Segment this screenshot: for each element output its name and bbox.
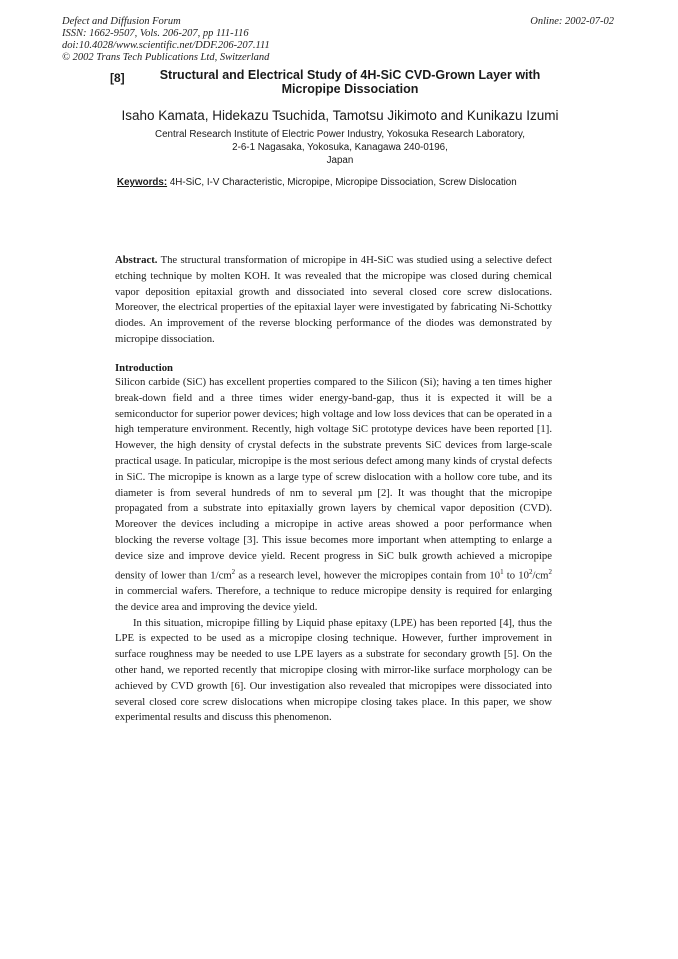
intro-text: as a research level, however the micropipes contain from 10 — [235, 569, 501, 582]
introduction-paragraph: In this situation, micropipe filling by Liquid phase epitaxy (LPE) has been reported [4], thus the LPE is expected to be used as a micropipe closing technique. However, further improvement in surface roughness may be needed to use LPE layers as a substrate for secondary growth [5]. On the other hand, we reported recently that micropipe closing with mirror-like surface morphology can be achieved by CVD growth [6]. Our investigation also revealed that micropipes were dissociated into several closed core screw dislocations when micropipe closing takes place. In this paper, we show experimental results and discuss this phenomenon. — [115, 616, 552, 724]
keywords-label: Keywords: — [117, 177, 168, 188]
issn-line: ISSN: 1662-9507, Vols. 206-207, pp 111-116 — [62, 28, 249, 39]
affiliation-line: Central Research Institute of Electric Power Industry, Yokosuka Research Laboratory, — [155, 129, 525, 140]
superscript: 2 — [231, 567, 236, 576]
doi-link[interactable]: doi:10.4028/www.scientific.net/DDF.206-207.111 — [62, 40, 270, 51]
keywords-line — [117, 177, 587, 188]
intro-text: /cm — [532, 569, 549, 582]
abstract-text: The structural transformation of micropipe in 4H-SiC was studied using a selective defect etching technique by molten KOH. It was revealed that the micropipe was closed during chemical vapor deposition epitaxial growth and dissociated into several closed core screw dislocations. Moreover, the electrical properties of the epitaxial layer were investigated by fabricating Ni-Schottky diodes. An improvement of the reverse blocking performance of the diodes was demonstrated by micropipe dissociation. — [115, 254, 552, 345]
journal-header — [62, 16, 270, 64]
affiliation-line: Japan — [326, 155, 354, 166]
introduction-body — [115, 375, 552, 726]
abstract-label: Abstract. — [115, 254, 158, 266]
paper-title: Structural and Electrical Study of 4H-SiC CVD-Grown Layer with Micropipe Dissociation — [159, 68, 541, 96]
intro-text: to 10 — [503, 569, 529, 582]
superscript: 2 — [528, 567, 533, 576]
abstract-paragraph — [115, 253, 552, 348]
affiliation-line: 2-6-1 Nagasaka, Yokosuka, Kanagawa 240-0196, — [232, 142, 448, 153]
superscript: 2 — [548, 567, 552, 576]
introduction-paragraph — [115, 375, 552, 616]
online-date: Online: 2002-07-02 — [530, 16, 614, 27]
keywords-text: 4H-SiC, I-V Characteristic, Micropipe, Micropipe Dissociation, Screw Dislocation — [169, 177, 517, 188]
superscript: 1 — [500, 567, 504, 576]
author-list: Isaho Kamata, Hidekazu Tsuchida, Tamotsu Jikimoto and Kunikazu Izumi — [121, 108, 559, 123]
copyright-line: © 2002 Trans Tech Publications Ltd, Switzerland — [62, 52, 270, 63]
intro-text: in commercial wafers. Therefore, a technique to reduce micropipe density is required for enlarging the device area and improving the device yield. — [115, 584, 552, 613]
reference-number: [8] — [110, 71, 125, 85]
journal-name: Defect and Diffusion Forum — [62, 16, 181, 27]
introduction-heading: Introduction — [115, 362, 174, 374]
affiliation — [100, 128, 580, 167]
intro-text: Silicon carbide (SiC) has excellent properties compared to the Silicon (Si); having a ten times higher break-down field and a three times wider energy-band-gap, thus it is expected it will be a semiconductor for superior power devices; high voltage and low loss devices that can be operated in a high temperature environment. Recently, high voltage SiC prototype devices have been reported [1]. However, the high density of crystal defects in the substrate prevents SiC devices from large-scale practical usage. In paticular, micropipe is the most serious defect among many kinds of crystal defects in SiC. The micropipe is known as a large type of screw dislocation with a hollow core tube, and its diameter is from several hundreds of nm to several µm [2]. It was thought that the micropipe propagated from a substrate into epitaxially grown layers by chemical vapor deposition (CVD). Moreover the devices including a micropipe in active areas showed a poor performance when blocking the reverse voltage [3]. This issue becomes more important when attempting to enlarge a device size and improve device yield. Recent progress in SiC bulk growth achieved a micropipe density of lower than 1/cm — [115, 376, 552, 582]
